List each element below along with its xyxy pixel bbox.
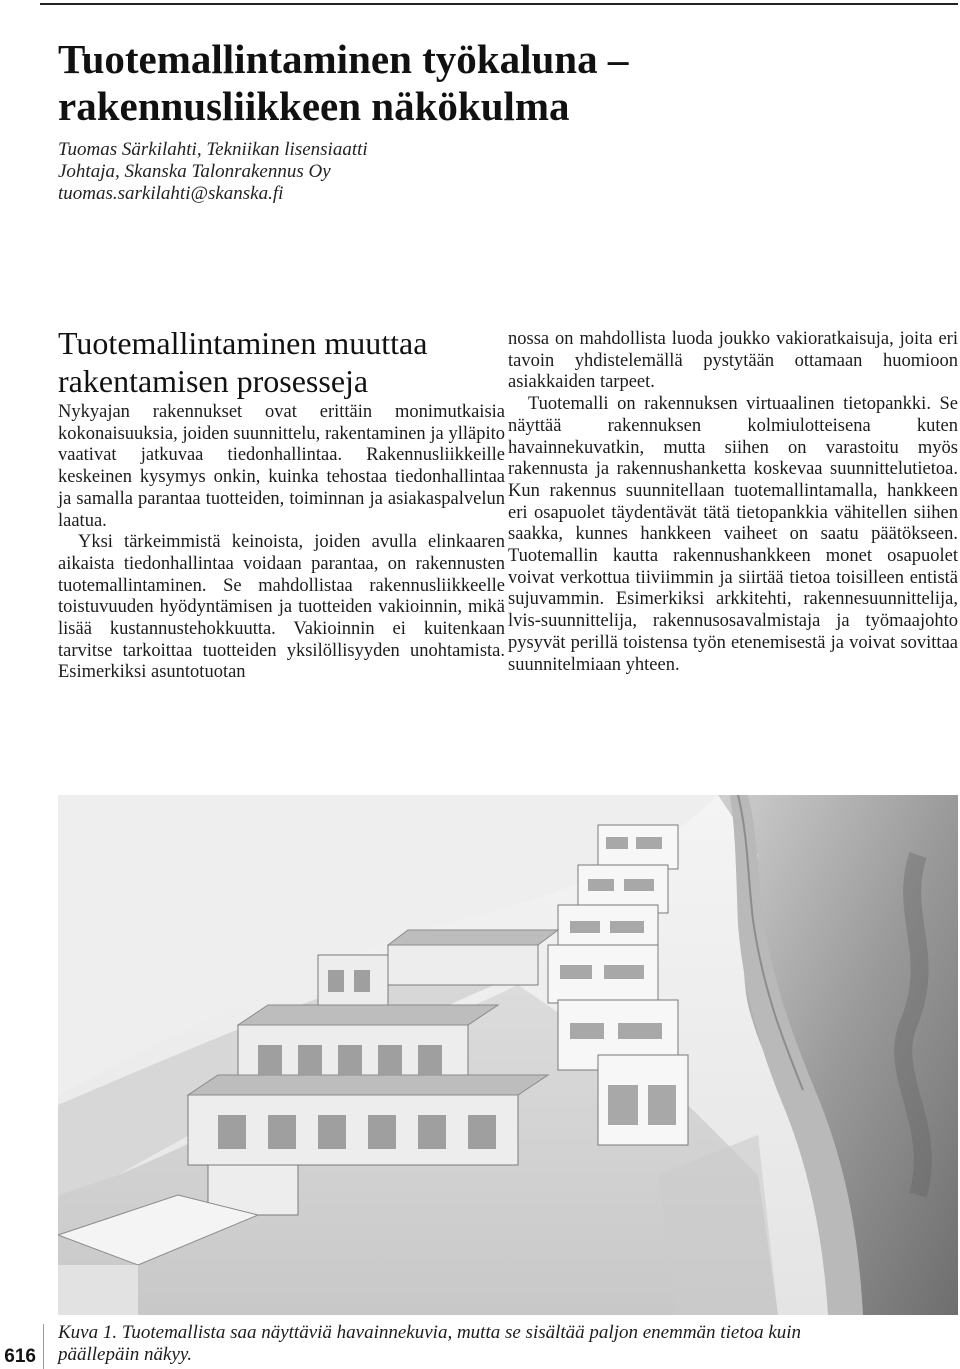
caption-line-2: päällepäin näkyy.	[58, 1343, 193, 1365]
page-number: 616	[4, 1346, 36, 1367]
figure-rendering	[58, 795, 958, 1315]
top-rule	[40, 3, 958, 5]
caption-line-1: Kuva 1. Tuotemallista saa näyttäviä havainnekuvia, mutta se sisältää paljon enemmän tietoa kuin	[58, 1322, 802, 1343]
body-paragraph: Tuotemalli on rakennuksen virtuaalinen tietopankki. Se näyttää rakennuksen kolmiulotteisena kuten havainnekuvatkin, mutta siihen on varastoitu myös rakennusta ja rakennushanketta koskevaa suunnittelutietoa. Kun rakennus suunnitellaan tuotemallintamalla, hankkeen eri osapuolet täydentävät tätä tietopankkia vähitellen siihen saakka, kunnes hankkeen vaiheet on saatu päätökseen. Tuotemallin kautta rakennushankkeen monet osapuolet voivat verkottua tiiviimmin ja siirtää tietoa toisilleen entistä sujuvammin. Esimerkiksi arkkitehti, rakennesuunnittelija, lvis-suunnittelija, rakennusosavalmistaja ja työmaajohto pysyvät perillä toistensa työn etenemisestä ja voivat sovittaa suunnitelmiaan yhteen.	[508, 394, 958, 675]
author-name: Tuomas Särkilahti, Tekniikan lisensiaatti	[58, 139, 368, 160]
section-heading-line-2: rakentamisen prosesseja	[58, 363, 369, 399]
author-email: tuomas.sarkilahti@skanska.fi	[58, 183, 284, 204]
section-heading	[58, 324, 508, 400]
body-paragraph: Yksi tärkeimmistä keinoista, joiden avulla elinkaaren aikaista tiedonhallintaa voidaan parantaa, on rakennusten tuotemallintaminen. Se mahdollistaa rakennusliikkeelle toistuvuuden hyödyntämisen ja tuotteiden vakioinnin, mikä lisää kustannustehokkuutta. Vakioinnin ei kuitenkaan tarvitse tarkoittaa tuotteiden yksilöllisyyden unohtamista. Esimerkiksi asuntotuotan	[58, 532, 505, 683]
author-block	[58, 139, 758, 205]
article-title-line-2: rakennusliikkeen näkökulma	[58, 83, 570, 129]
body-paragraph: nossa on mahdollista luoda joukko vakioratkaisuja, joita eri tavoin yhdistelemällä pystytään ottamaan huomioon asiakkaiden tarpeet.	[508, 329, 958, 393]
left-column	[58, 402, 505, 684]
housing-model-image	[58, 795, 958, 1315]
author-position: Johtaja, Skanska Talonrakennus Oy	[58, 161, 331, 182]
body-paragraph: Nykyajan rakennukset ovat erittäin monimutkaisia kokonaisuuksia, joiden suunnittelu, rakentaminen ja ylläpito vaativat jatkuvaa tiedonhallintaa. Rakennusliikkeille keskeinen kysymys onkin, kuinka tehostaa tiedonhallintaa ja samalla parantaa tuotteiden, toiminnan ja asiakaspalvelun laatua.	[58, 402, 505, 531]
figure-caption	[58, 1322, 958, 1365]
article-title-line-1: Tuotemallintaminen työkaluna –	[58, 36, 629, 82]
right-column	[508, 329, 958, 676]
article-title	[58, 36, 918, 130]
section-heading-line-1: Tuotemallintaminen muuttaa	[58, 325, 428, 361]
